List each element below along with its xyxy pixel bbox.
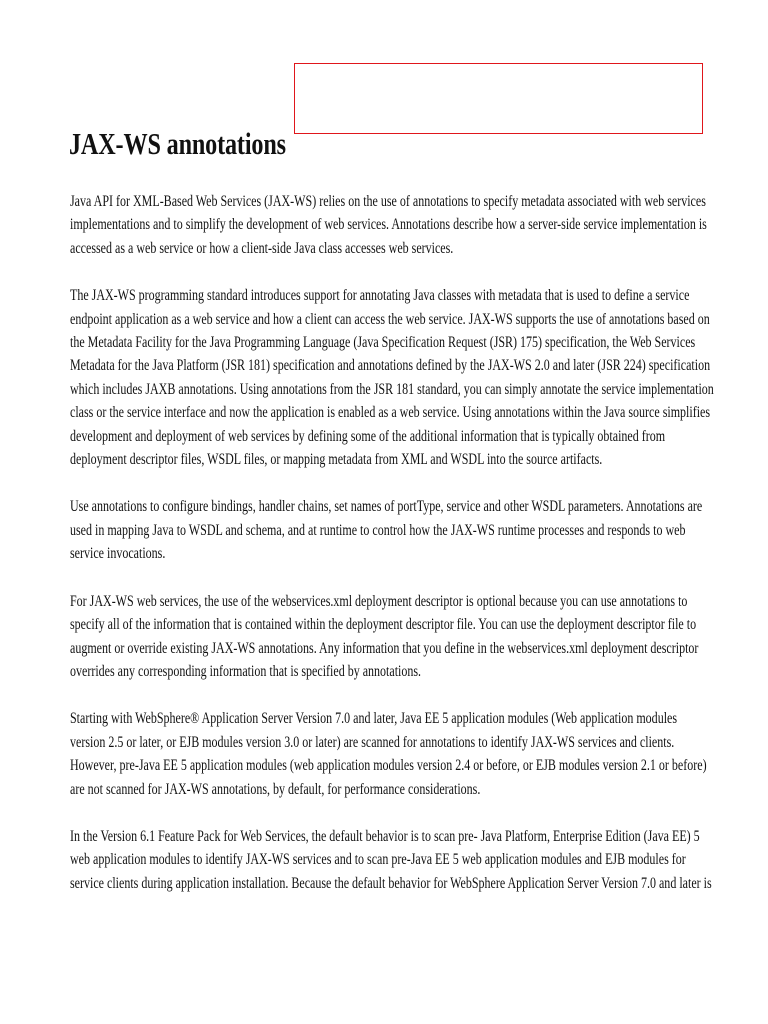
page-title: JAX-WS annotations (69, 126, 286, 161)
paragraph-5 (70, 707, 707, 801)
text-line: development and deployment of web services by defining some of the additional information that is typically obtained from (70, 427, 666, 445)
text-line: the Metadata Facility for the Java Programming Language (Java Specification Request (JSR) 175) specification, the Web Services (70, 334, 696, 352)
paragraph-2 (70, 284, 714, 471)
text-line: In the Version 6.1 Feature Pack for Web Services, the default behavior is to scan pre- Java Platform, Enterprise Edition (Java EE) 5 (70, 827, 700, 845)
text-line: accessed as a web service or how a client-side Java class accesses web services. (70, 239, 454, 257)
text-line: Use annotations to configure bindings, handler chains, set names of portType, service and other WSDL parameters. Annotations are (70, 498, 703, 516)
paragraph-6 (70, 825, 712, 895)
text-line: Java API for XML-Based Web Services (JAX-WS) relies on the use of annotations to specify metadata associated with web services (70, 193, 706, 210)
red-outline-box (294, 63, 703, 134)
text-line: Metadata for the Java Platform (JSR 181) specification and annotations defined by the JAX-WS 2.0 and later (JSR 224) specification (70, 357, 711, 375)
text-line: are not scanned for JAX-WS annotations, by default, for performance considerations. (70, 780, 481, 798)
paragraph-3 (70, 495, 703, 565)
text-line: service clients during application installation. Because the default behavior for WebSphere Application Server Version 7.0 and later is (70, 874, 712, 892)
text-line: web application modules to identify JAX-WS services and to scan pre-Java EE 5 web application modules and EJB modules for (70, 851, 686, 869)
text-line: deployment descriptor files, WSDL files, or mapping metadata from XML and WSDL into the source artifacts. (70, 451, 603, 469)
text-line: The JAX-WS programming standard introduces support for annotating Java classes with metadata that is used to define a service (70, 287, 690, 305)
text-line: overrides any corresponding information that is specified by annotations. (70, 662, 422, 680)
text-line: used in mapping Java to WSDL and schema, and at runtime to control how the JAX-WS runtime processes and responds to web (70, 521, 686, 539)
text-line: which includes JAXB annotations. Using annotations from the JSR 181 standard, you can simply annotate the service implementation (70, 380, 714, 398)
text-line: However, pre-Java EE 5 application modules (web application modules version 2.4 or before, or EJB modules version 2.1 or before) (70, 757, 707, 775)
text-line: class or the service interface and now the application is enabled as a web service. Using annotations within the Java source simplifies (70, 404, 711, 422)
paragraph-4 (70, 590, 699, 684)
text-line: augment or override existing JAX-WS annotations. Any information that you define in the webservices.xml deployment descriptor (70, 639, 699, 657)
text-line: For JAX-WS web services, the use of the webservices.xml deployment descriptor is optional because you can use annotations to (70, 592, 688, 610)
paragraph-1 (70, 190, 707, 260)
text-line: version 2.5 or later, or EJB modules version 3.0 or later) are scanned for annotations to identify JAX-WS services and clients. (70, 733, 675, 751)
text-line: Starting with WebSphere® Application Server Version 7.0 and later, Java EE 5 application modules (Web application modules (70, 710, 678, 728)
document-body (70, 190, 714, 919)
text-line: specify all of the information that is contained within the deployment descriptor file. You can use the deployment descriptor file to (70, 616, 697, 634)
text-line: service invocations. (70, 545, 166, 563)
text-line: implementations and to simplify the development of web services. Annotations describe how a server-side service implementation is (70, 216, 707, 234)
text-line: endpoint application as a web service and how a client can access the web service. JAX-WS supports the use of annotations based on (70, 310, 710, 328)
